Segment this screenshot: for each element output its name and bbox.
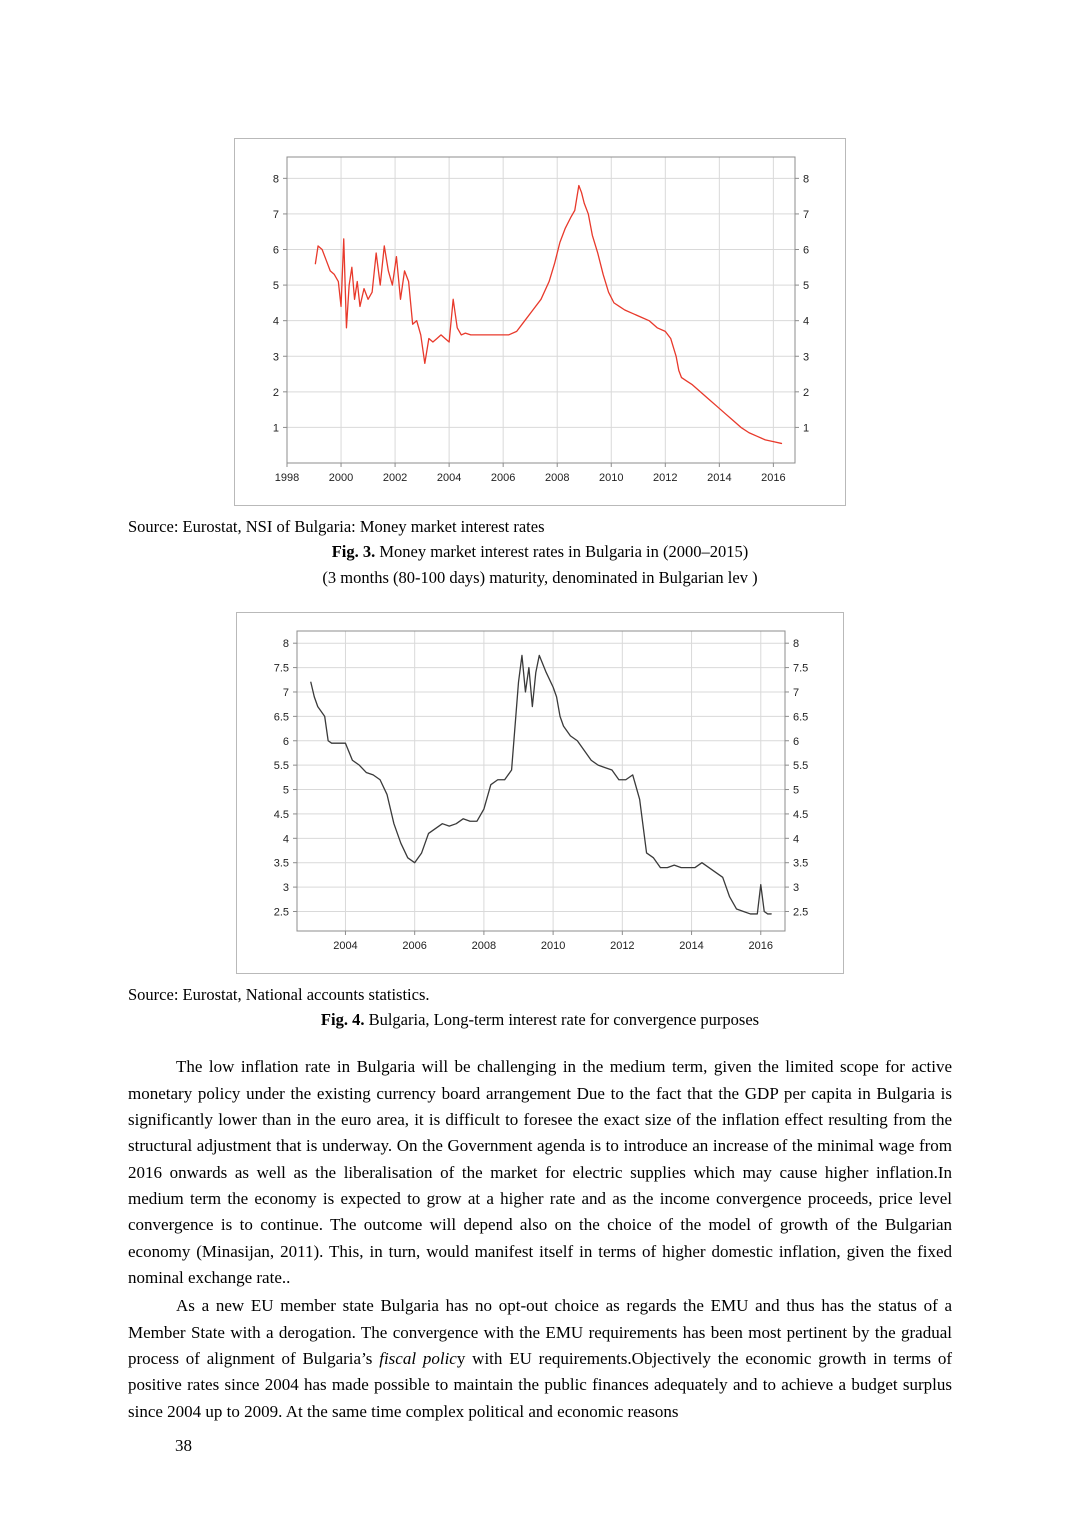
svg-text:4.5: 4.5 <box>273 809 289 822</box>
svg-text:2000: 2000 <box>328 472 354 484</box>
svg-text:2004: 2004 <box>333 940 358 953</box>
svg-text:4.5: 4.5 <box>793 809 809 822</box>
svg-text:2004: 2004 <box>436 472 462 484</box>
chart-1-svg <box>235 139 847 507</box>
svg-text:5.5: 5.5 <box>273 760 289 773</box>
figure-3-chart <box>234 138 846 506</box>
svg-text:7.5: 7.5 <box>793 662 809 675</box>
page-number: 38 <box>175 1436 192 1455</box>
svg-text:8: 8 <box>282 638 289 651</box>
figure-3-caption-text: Money market interest rates in Bulgaria in (2000–2015) <box>379 542 749 562</box>
svg-text:8: 8 <box>793 638 800 651</box>
figure-4-source: Source: Eurostat, National accounts statistics. <box>128 985 430 1005</box>
svg-text:4: 4 <box>272 315 279 328</box>
svg-text:2008: 2008 <box>544 472 570 484</box>
figure-3-source: Source: Eurostat, NSI of Bulgaria: Money market interest rates <box>128 517 545 536</box>
paragraph-2-part-1: As a new EU member state Bulgaria has no opt-out choice as regards the EMU and thus has the status of a Member State with a derogation. The convergence with the EMU requirements has been most pertinent by the gradual process of alignment of Bulgaria’s <box>128 1296 952 1369</box>
chart-2-svg <box>237 613 845 975</box>
svg-text:1998: 1998 <box>274 472 300 484</box>
svg-text:6: 6 <box>793 735 800 748</box>
svg-text:1: 1 <box>803 422 810 435</box>
svg-text:5: 5 <box>803 280 810 293</box>
svg-text:2006: 2006 <box>490 472 516 484</box>
figure-3-caption-label: Fig. 3. <box>331 542 376 562</box>
svg-text:6: 6 <box>282 735 289 748</box>
svg-text:2010: 2010 <box>540 940 566 953</box>
svg-text:7: 7 <box>282 687 289 700</box>
figure-3-caption-sub: (3 months (80-100 days) maturity, denominated in Bulgarian lev ) <box>322 568 758 588</box>
svg-text:2: 2 <box>803 386 810 399</box>
svg-text:2012: 2012 <box>610 940 635 953</box>
svg-text:2016: 2016 <box>761 472 786 484</box>
body-text <box>128 1054 952 1425</box>
svg-text:2002: 2002 <box>382 472 408 484</box>
figure-3-caption <box>128 540 952 564</box>
figure-4-block <box>128 612 952 1032</box>
paragraph-2-italic: fiscal polic <box>379 1349 457 1369</box>
svg-text:3: 3 <box>272 351 279 364</box>
svg-text:5: 5 <box>272 280 279 293</box>
svg-text:6.5: 6.5 <box>273 711 289 724</box>
svg-text:2016: 2016 <box>748 940 774 953</box>
svg-text:2008: 2008 <box>471 940 497 953</box>
svg-text:7: 7 <box>793 687 800 700</box>
svg-text:8: 8 <box>272 173 279 186</box>
figure-3-block <box>128 0 952 590</box>
svg-text:4: 4 <box>793 833 800 846</box>
svg-text:6: 6 <box>803 244 810 257</box>
svg-text:2010: 2010 <box>599 472 624 484</box>
svg-text:2: 2 <box>272 386 279 399</box>
svg-text:2014: 2014 <box>707 472 732 484</box>
svg-text:1: 1 <box>272 422 279 435</box>
figure-4-caption-label: Fig. 4. <box>320 1010 365 1030</box>
svg-text:4: 4 <box>282 833 289 846</box>
svg-text:3: 3 <box>793 882 800 895</box>
svg-text:3: 3 <box>803 351 810 364</box>
figure-4-caption-text: Bulgaria, Long-term interest rate for convergence purposes <box>368 1010 760 1030</box>
svg-text:5.5: 5.5 <box>793 760 809 773</box>
paragraph-2 <box>128 1293 952 1425</box>
svg-text:2.5: 2.5 <box>793 906 809 919</box>
svg-text:2006: 2006 <box>402 940 427 953</box>
svg-text:5: 5 <box>793 784 800 797</box>
paragraph-1: The low inflation rate in Bulgaria will be challenging in the medium term, given the limited scope for active monetary policy under the existing currency board arrangement Due to the fact that the GDP per capita in Bulgaria is significantly lower than in the euro area, it is difficult to foresee the exact size of the inflation effect resulting from the structural adjustment that is underway. On the Government agenda is to introduce an increase of the minimal wage from 2016 onwards as well as the liberalisation of the market for electric supplies which may cause higher inflation.In medium term the economy is expected to grow at a higher rate and as the income convergence proceeds, price level convergence is to continue. The outcome will depend also on the choice of the model of growth of the Bulgarian economy (Minasijan, 2011). This, in turn, would manifest itself in terms of higher domestic inflation, given the fixed nominal exchange rate.. <box>128 1057 952 1288</box>
svg-text:5: 5 <box>282 784 289 797</box>
svg-text:3.5: 3.5 <box>793 857 809 870</box>
svg-text:6: 6 <box>272 244 279 257</box>
paragraph-2-part-2: y with EU requirements.Objectively the economic growth in terms of positive rates since 2004 has made possible to maintain the public finances adequately and to achieve a budget surplus since 2004 up to 2009. At the same time complex political and economic reasons <box>128 1349 952 1421</box>
svg-text:6.5: 6.5 <box>793 711 809 724</box>
svg-text:7: 7 <box>803 208 810 221</box>
svg-text:3.5: 3.5 <box>273 857 289 870</box>
svg-text:2012: 2012 <box>653 472 678 484</box>
svg-text:7: 7 <box>272 208 279 221</box>
svg-text:7.5: 7.5 <box>273 662 289 675</box>
svg-text:2.5: 2.5 <box>273 906 289 919</box>
svg-text:8: 8 <box>803 173 810 186</box>
svg-text:4: 4 <box>803 315 810 328</box>
svg-text:3: 3 <box>282 882 289 895</box>
figure-4-caption <box>128 1008 952 1032</box>
svg-text:2014: 2014 <box>679 940 704 953</box>
figure-4-chart <box>236 612 844 974</box>
